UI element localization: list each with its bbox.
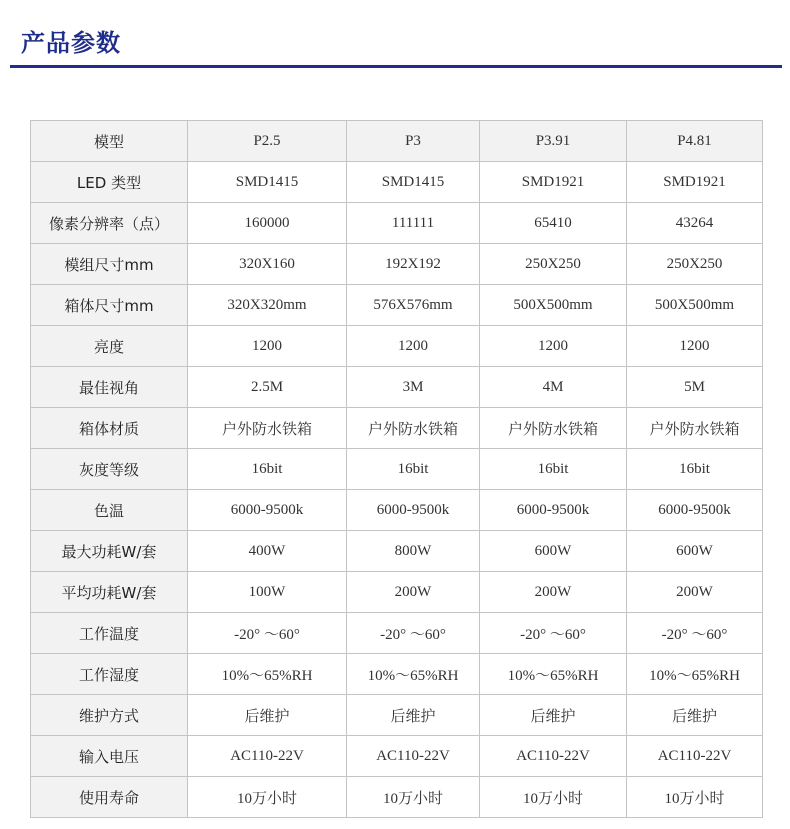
table-row <box>31 777 763 818</box>
spec-label: 工作温度 <box>31 613 188 654</box>
spec-value: 192X192 <box>347 244 480 285</box>
spec-label: 箱体尺寸mm <box>31 285 188 326</box>
spec-value: 16bit <box>480 449 627 490</box>
spec-value: 400W <box>188 531 347 572</box>
spec-value: -20° ～60° <box>480 613 627 654</box>
spec-value: 4M <box>480 367 627 408</box>
spec-table-body <box>31 121 763 818</box>
table-row <box>31 449 763 490</box>
spec-value: 后维护 <box>347 695 480 736</box>
spec-value: -20° ～60° <box>627 613 763 654</box>
spec-label: LED 类型 <box>31 162 188 203</box>
spec-label: 色温 <box>31 490 188 531</box>
spec-value: 800W <box>347 531 480 572</box>
table-row <box>31 367 763 408</box>
product-spec-table <box>30 120 763 818</box>
spec-value: 5M <box>627 367 763 408</box>
column-header-model: P4.81 <box>627 121 763 162</box>
column-header-model: P3.91 <box>480 121 627 162</box>
spec-value: 2.5M <box>188 367 347 408</box>
spec-value: 600W <box>627 531 763 572</box>
page-title: 产品参数 <box>21 29 121 57</box>
spec-label: 使用寿命 <box>31 777 188 818</box>
spec-value: 10万小时 <box>188 777 347 818</box>
spec-label: 亮度 <box>31 326 188 367</box>
spec-value: 320X160 <box>188 244 347 285</box>
spec-label: 工作湿度 <box>31 654 188 695</box>
spec-value: 户外防水铁箱 <box>480 408 627 449</box>
spec-value: 6000-9500k <box>188 490 347 531</box>
table-row <box>31 572 763 613</box>
spec-label: 维护方式 <box>31 695 188 736</box>
table-row <box>31 326 763 367</box>
spec-label: 箱体材质 <box>31 408 188 449</box>
spec-value: 户外防水铁箱 <box>627 408 763 449</box>
spec-value: 250X250 <box>627 244 763 285</box>
spec-value: 100W <box>188 572 347 613</box>
spec-value: 10万小时 <box>480 777 627 818</box>
spec-value: 43264 <box>627 203 763 244</box>
spec-value: 6000-9500k <box>347 490 480 531</box>
spec-value: 200W <box>627 572 763 613</box>
table-row <box>31 244 763 285</box>
spec-label: 输入电压 <box>31 736 188 777</box>
table-row <box>31 613 763 654</box>
spec-value: 600W <box>480 531 627 572</box>
spec-value: 1200 <box>627 326 763 367</box>
spec-value: 10万小时 <box>627 777 763 818</box>
spec-value: 后维护 <box>188 695 347 736</box>
spec-value: -20° ～60° <box>188 613 347 654</box>
table-row <box>31 695 763 736</box>
column-header-model: P2.5 <box>188 121 347 162</box>
spec-value: 200W <box>480 572 627 613</box>
spec-value: 6000-9500k <box>627 490 763 531</box>
spec-value: AC110-22V <box>347 736 480 777</box>
spec-value: 500X500mm <box>480 285 627 326</box>
spec-value: 6000-9500k <box>480 490 627 531</box>
spec-value: 10%～65%RH <box>347 654 480 695</box>
column-header-model: P3 <box>347 121 480 162</box>
spec-value: 576X576mm <box>347 285 480 326</box>
spec-value: 后维护 <box>480 695 627 736</box>
spec-label: 平均功耗W/套 <box>31 572 188 613</box>
table-row <box>31 654 763 695</box>
spec-value: 10万小时 <box>347 777 480 818</box>
spec-label: 模组尺寸mm <box>31 244 188 285</box>
table-row <box>31 162 763 203</box>
spec-value: 户外防水铁箱 <box>188 408 347 449</box>
spec-label: 最大功耗W/套 <box>31 531 188 572</box>
spec-value: AC110-22V <box>627 736 763 777</box>
spec-label: 灰度等级 <box>31 449 188 490</box>
column-header-label: 模型 <box>31 121 188 162</box>
table-row <box>31 531 763 572</box>
spec-value: 3M <box>347 367 480 408</box>
spec-value: SMD1415 <box>188 162 347 203</box>
spec-value: 16bit <box>347 449 480 490</box>
spec-value: 111111 <box>347 203 480 244</box>
spec-value: 65410 <box>480 203 627 244</box>
table-row <box>31 408 763 449</box>
table-header-row <box>31 121 763 162</box>
spec-value: 1200 <box>188 326 347 367</box>
spec-value: SMD1921 <box>480 162 627 203</box>
spec-value: 160000 <box>188 203 347 244</box>
spec-value: 200W <box>347 572 480 613</box>
spec-value: 320X320mm <box>188 285 347 326</box>
table-row <box>31 203 763 244</box>
spec-label: 像素分辨率（点） <box>31 203 188 244</box>
spec-value: 250X250 <box>480 244 627 285</box>
table-row <box>31 285 763 326</box>
spec-value: SMD1921 <box>627 162 763 203</box>
spec-value: 户外防水铁箱 <box>347 408 480 449</box>
spec-value: 10%～65%RH <box>188 654 347 695</box>
spec-value: 16bit <box>627 449 763 490</box>
table-row <box>31 736 763 777</box>
spec-value: -20° ～60° <box>347 613 480 654</box>
spec-label: 最佳视角 <box>31 367 188 408</box>
table-row <box>31 490 763 531</box>
spec-value: SMD1415 <box>347 162 480 203</box>
spec-value: 10%～65%RH <box>480 654 627 695</box>
title-divider <box>10 65 782 68</box>
spec-value: 1200 <box>480 326 627 367</box>
spec-value: AC110-22V <box>480 736 627 777</box>
spec-value: 10%～65%RH <box>627 654 763 695</box>
spec-value: 后维护 <box>627 695 763 736</box>
spec-value: 500X500mm <box>627 285 763 326</box>
spec-value: 1200 <box>347 326 480 367</box>
spec-value: 16bit <box>188 449 347 490</box>
spec-value: AC110-22V <box>188 736 347 777</box>
